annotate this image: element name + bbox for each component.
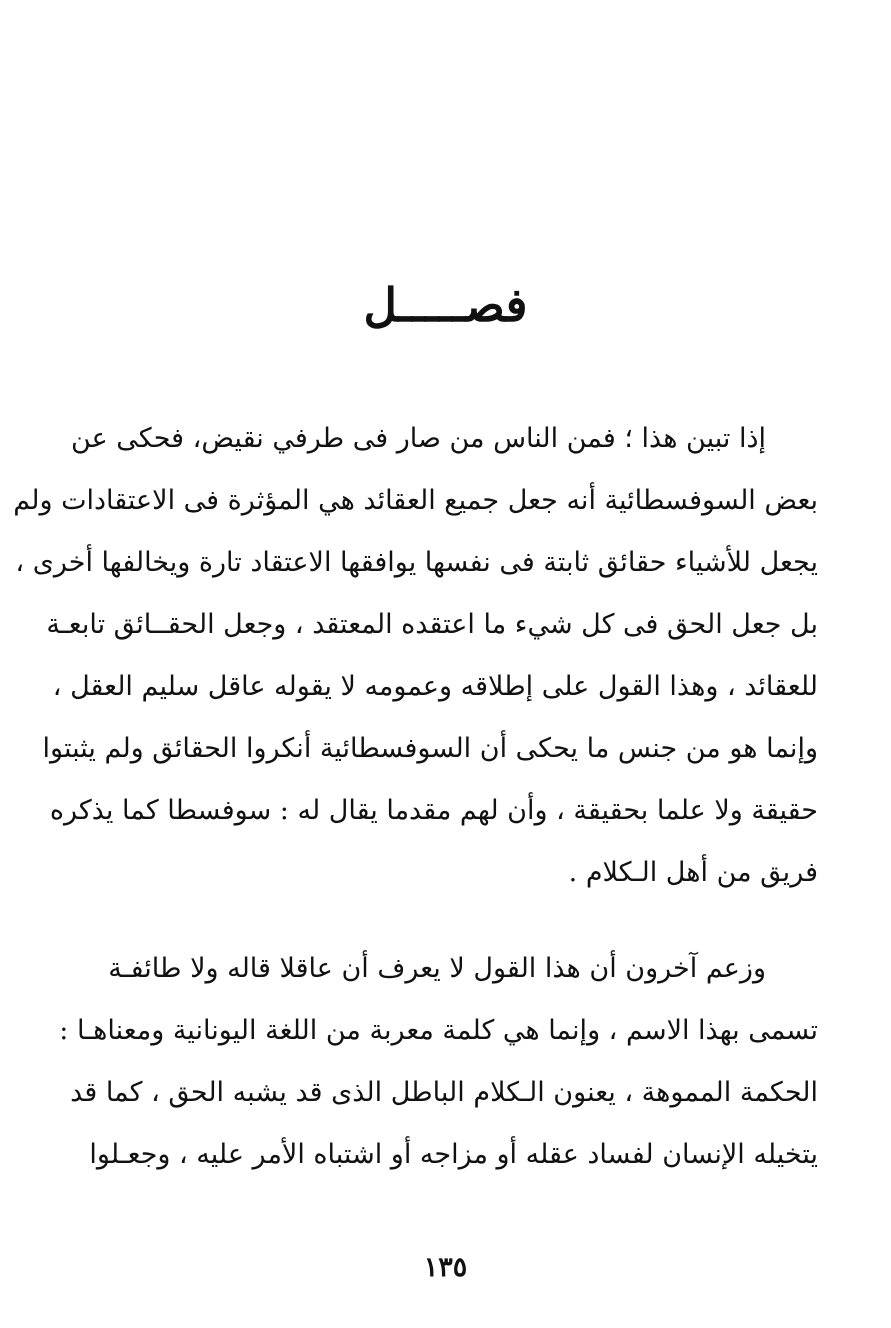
text-line: الحكمة المموهة ، يعنون الـكلام الباطل الذى قد يشبه الحق ، كما قد [70,1077,818,1108]
text-line: فريق من أهل الـكلام . [568,857,818,888]
text-line: للعقائد ، وهذا القول على إطلاقه وعمومه لا يقوله عاقل سليم العقل ، [52,671,818,702]
page-number: ١٣٥ [423,1252,468,1283]
paragraph-1 [13,408,818,904]
text-line: وإنما هو من جنس ما يحكى أن السوفسطائية أنكروا الحقائق ولم يثبتوا [42,733,818,764]
text-line: حقيقة ولا علما بحقيقة ، وأن لهم مقدما يقال له : سوفسطا كما يذكره [49,795,818,826]
text-line: وزعم آخرون أن هذا القول لا يعرف أن عاقلا قاله ولا طائفـة [108,953,766,984]
text-line: بل جعل الحق فى كل شيء ما اعتقده المعتقد ، وجعل الحقــائق تابعـة [46,609,818,640]
paragraph-2 [59,938,818,1186]
text-line: يجعل للأشياء حقائق ثابتة فى نفسها يوافقها الاعتقاد تارة ويخالفها أخرى ، [15,547,818,578]
text-line: بعض السوفسطائية أنه جعل جميع العقائد هي المؤثرة فى الاعتقادات ولم [13,485,818,516]
text-line: تسمى بهذا الاسم ، وإنما هي كلمة معربة من اللغة اليونانية ومعناهـا : [59,1015,818,1046]
chapter-title: فصـــــل [363,278,528,332]
text-line: يتخيله الإنسان لفساد عقله أو مزاجه أو اشتباه الأمر عليه ، وجعـلوا [89,1139,818,1170]
text-line: إذا تبين هذا ؛ فمن الناس من صار فى طرفي نقيض، فحكى عن [71,423,766,454]
